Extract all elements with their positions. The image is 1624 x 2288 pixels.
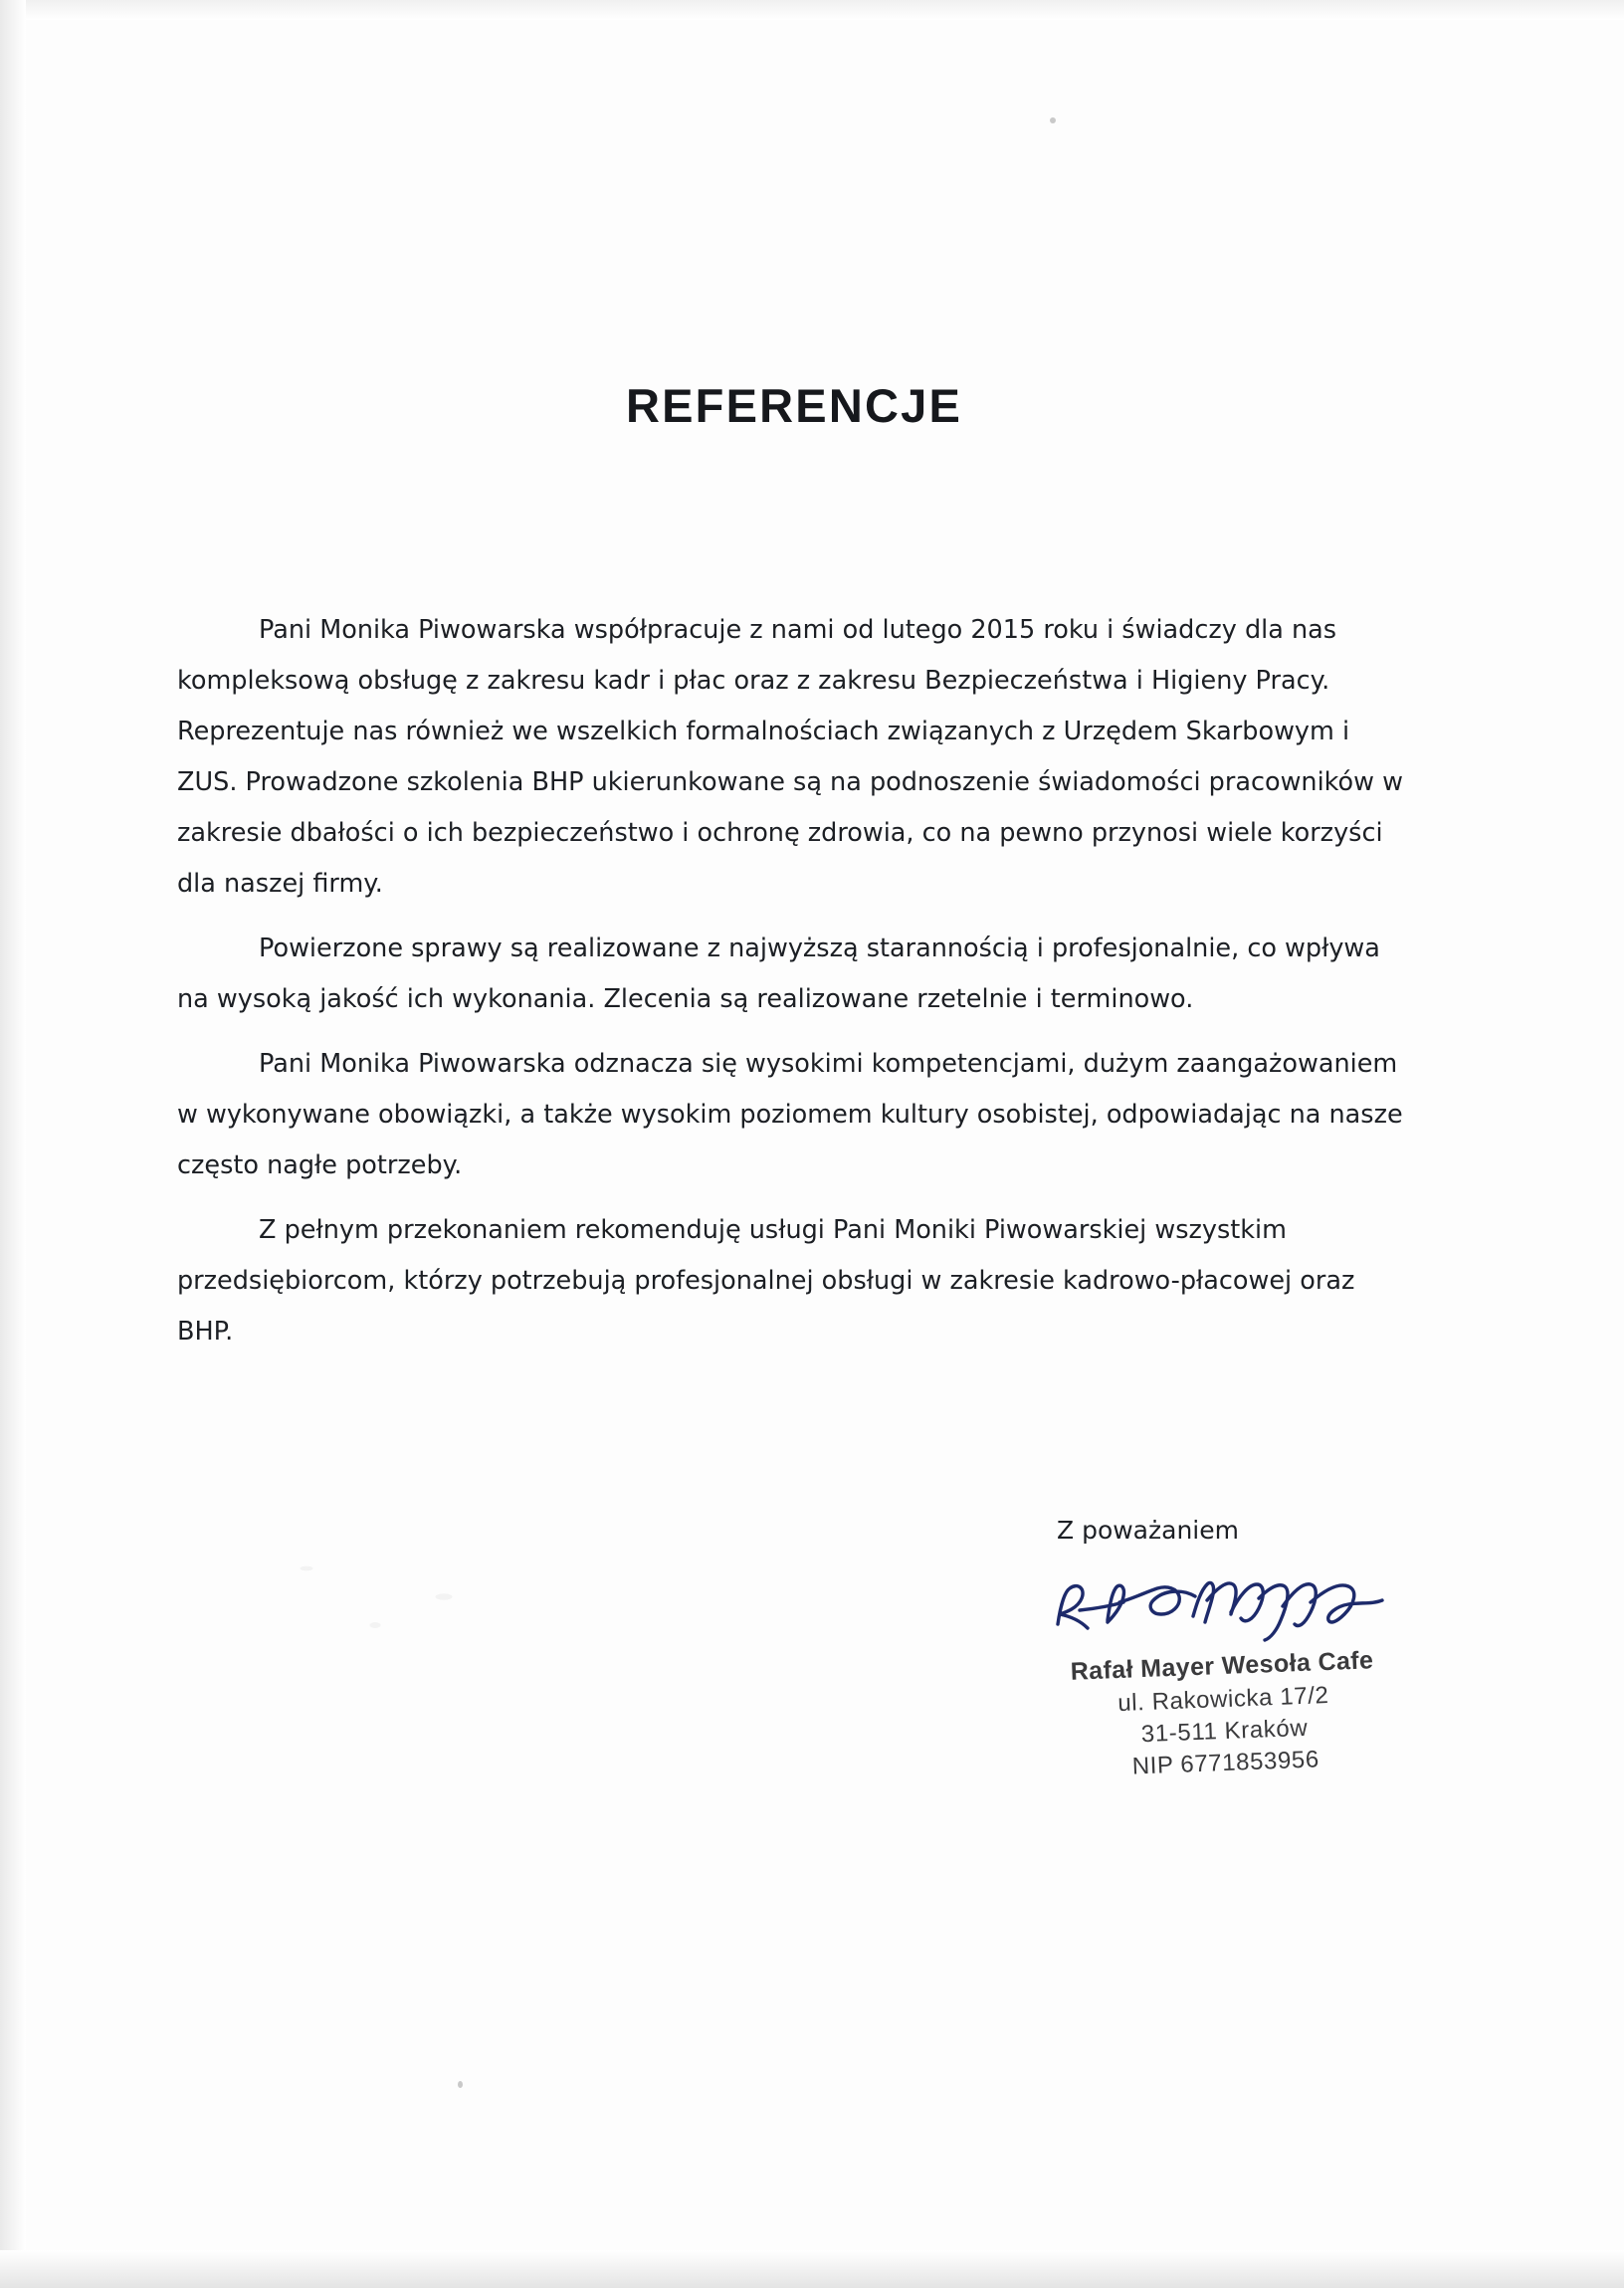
paragraph: Powierzone sprawy są realizowane z najwyższą starannością i profesjonalnie, co wpływa na wysoką jakość ich wykonania. Zlecenia są realizowane rzetelnie i terminowo. bbox=[177, 934, 1380, 1014]
scan-smudge bbox=[169, 1493, 627, 1682]
stamp-city: 31-511 Kraków bbox=[1140, 1714, 1309, 1749]
closing-salutation: Z poważaniem bbox=[1057, 1516, 1239, 1545]
scan-edge-bottom bbox=[0, 2250, 1624, 2288]
scan-speck bbox=[458, 2081, 463, 2088]
stamp-nip: NIP 6771853956 bbox=[1131, 1746, 1320, 1780]
scan-edge-top bbox=[0, 0, 1624, 20]
paragraph: Pani Monika Piwowarska odznacza się wysokimi kompetencjami, dużym zaangażowaniem w wykonywane obowiązki, a także wysokim poziomem kultury osobistej, odpowiadając na nasze często nagłe potrzeby. bbox=[177, 1049, 1403, 1180]
scan-edge-left bbox=[0, 0, 26, 2288]
page-title: REFERENCJE bbox=[625, 379, 962, 432]
paragraph: Z pełnym przekonaniem rekomenduję usługi Pani Moniki Piwowarskiej wszystkim przedsiębiorcom, którzy potrzebują profesjonalnej obsługi w zakresie kadrowo-płacowej oraz BHP. bbox=[177, 1215, 1355, 1347]
paragraph: Pani Monika Piwowarska współpracuje z nami od lutego 2015 roku i świadczy dla nas kompleksową obsługę z zakresu kadr i płac oraz z zakresu Bezpieczeństwa i Higieny Pracy. Reprezentuje nas również we wszelkich formalnościach związanych z Urzędem Skarbowym i ZUS. Prowadzone szkolenia BHP ukierunkowane są na podnoszenie świadomości pracowników w zakresie dbałości o ich bezpieczeństwo i ochronę zdrowia, co na pewno przynosi wiele korzyści dla naszej firmy. bbox=[177, 615, 1403, 899]
stamp-street: ul. Rakowicka 17/2 bbox=[1116, 1681, 1329, 1718]
scan-speck bbox=[1050, 117, 1056, 123]
stamp-company-name: Rafał Mayer Wesoła Cafe bbox=[1070, 1646, 1374, 1686]
company-stamp bbox=[1013, 1644, 1436, 1789]
document-body bbox=[177, 605, 1411, 1371]
